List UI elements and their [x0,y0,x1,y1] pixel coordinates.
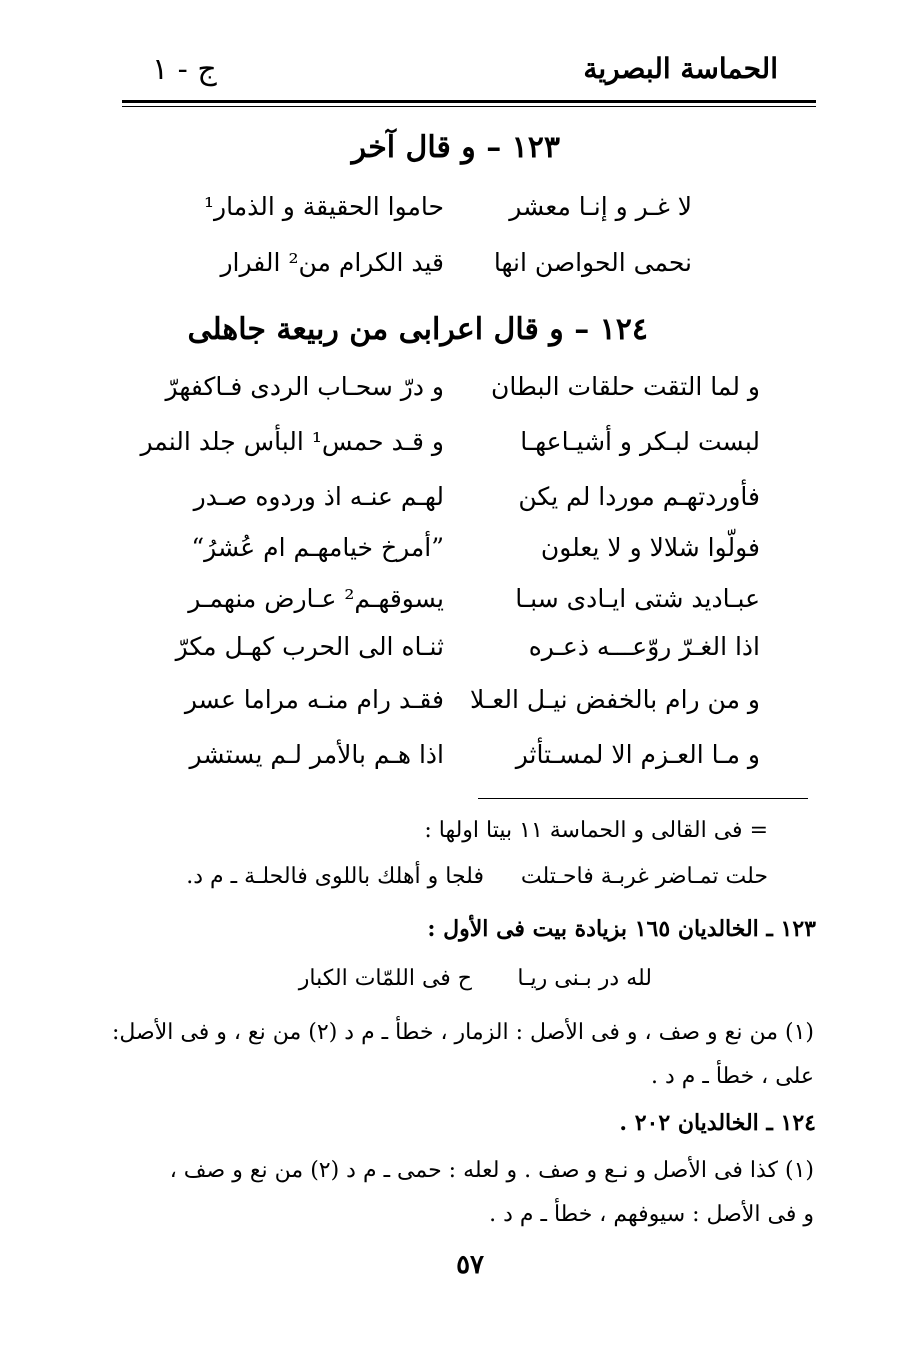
poem-124-verse-3-first: فأوردتهـم موردا لم يكن [518,482,760,511]
poem-124-verse-2-first: لبست لبـكر و أشيـاعهـا [520,427,760,456]
footnote-separator [478,798,808,799]
poem-124-verse-2-second: و قـد حمس¹ البأس جلد النمر [140,427,444,456]
poem-124-verse-7-second: فقـد رام منـه مراما عسر [184,685,444,714]
poem-124-verse-7-first: و من رام بالخفض نيـل العـلا [470,685,760,714]
poem-124-verse-6-second: ثنـاه الى الحرب كهـل مكرّ [175,632,444,661]
note-3-line-1: (١) من نع و صف ، و فى الأصل : الزمار ، خطأ ـ م د (٢) من نع ، و فى الأصل: [111,1020,814,1045]
running-head-volume: ج - ١ [152,52,217,87]
header-rule-thick [122,100,816,103]
poem-124-title: ١٢٤ – و قال اعرابى من ربيعة جاهلى [187,312,648,347]
poem-124-verse-1-second: و درّ سحـاب الردى فـاكفهرّ [165,372,444,401]
poem-123-verse-2-first: نحمى الحواصن انها [493,248,692,277]
header-rule-thin [122,106,816,107]
poem-124-verse-4-second: ”أمرخ خيامهـم ام عُشرُ“ [191,533,444,562]
note-2: ١٢٣ ـ الخالديان ١٦٥ بزيادة بيت فى الأول : [427,916,816,942]
poem-124-verse-1-first: و لما التقت حلقات البطان [491,372,760,401]
note-2-verse-second: ح فى اللمّات الكبار [298,966,472,991]
page-number: ٥٧ [456,1250,484,1280]
poem-124-verse-8-first: و مـا العـزم الا لمسـتأثر [515,740,760,769]
poem-124-verse-5-first: عبـاديد شتى ايـادى سبـا [515,584,760,613]
running-head-title: الحماسة البصرية [583,52,778,85]
poem-124-verse-5-second: يسوقهـم² عـارض منهمـر [188,584,444,613]
poem-123-verse-2-second: قيد الكرام من² الفرار [220,248,444,277]
note-5-line-1: (١) كذا فى الأصل و نـع و صف . و لعله : حمى ـ م د (٢) من نع و صف ، [169,1158,814,1183]
note-2-verse-first: لله در بـنى ريـا [517,966,652,991]
poem-123-verse-1-second: حاموا الحقيقة و الذمار¹ [204,192,444,221]
note-1-verse-second: فلجا و أهلك باللوى فالحلـة ـ م د. [186,864,484,889]
note-1-verse-first: حلت تمـاضر غربـة فاحـتلت [520,864,768,889]
note-4: ١٢٤ ـ الخالديان ٢٠٢ . [619,1110,816,1136]
poem-124-verse-3-second: لهـم عنـه اذ وردوه صـدر [193,482,444,511]
poem-123-verse-1-first: لا غـر و إنـا معشر [509,192,692,221]
note-3-line-2: على ، خطأ ـ م د . [650,1064,814,1089]
poem-124-verse-8-second: اذا هـم بالأمر لـم يستشر [189,740,444,769]
note-1: = فى القالى و الحماسة ١١ بيتا اولها : [424,818,768,843]
poem-124-verse-4-first: فولّوا شلالا و لا يعلون [540,533,760,562]
poem-124-verse-6-first: اذا الغـرّ روّعـــه ذعـره [528,632,760,661]
note-5-line-2: و فى الأصل : سيوفهم ، خطأ ـ م د . [489,1202,814,1227]
poem-123-title: ١٢٣ – و قال آخر [351,130,560,165]
